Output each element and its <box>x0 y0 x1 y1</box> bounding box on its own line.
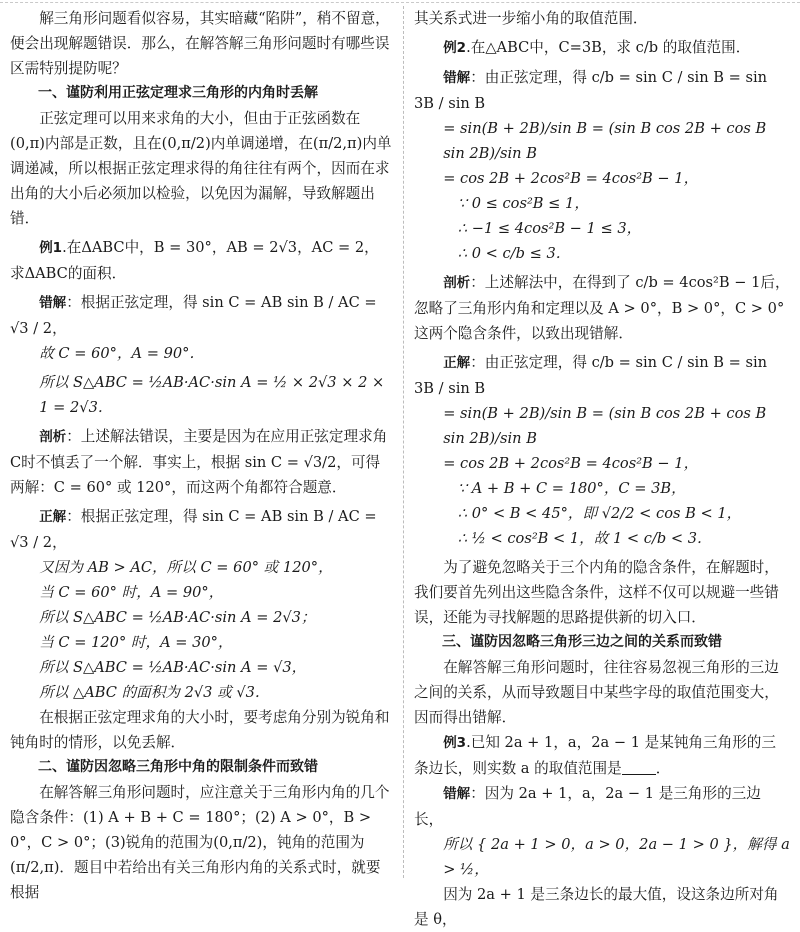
error3-label: 错解 <box>443 786 471 802</box>
summary1: 在根据正弦定理求角的大小时，要考虑角分别为锐角和钝角时的情形，以免丢解． <box>10 709 390 751</box>
analysis2: 剖析：上述解法中，在得到了 c/b = 4cos²B − 1后，忽略了三角形内角和定理以及 A > 0°，B > 0°，C > 0° 这两个隐含条件，以致出现错解． <box>414 274 790 342</box>
correct1-line-2: 又因为 AB > AC，所以 C = 60° 或 120°， <box>39 559 333 576</box>
correct2-line-1: 正解：由正弦定理，得 c/b = sin C / sin B = sin 3B / sin B <box>414 354 768 397</box>
example3-text: .已知 2a + 1，a，2a − 1 是某钝角三角形的三条边长，则实数 a 的取值范围是 <box>414 734 776 777</box>
error2-line-2: = sin(B + 2B)/sin B = (sin B cos 2B + cos B sin 2B)/sin B <box>443 120 767 162</box>
correct1-line-3: 当 C = 60° 时，A = 90°， <box>39 584 224 601</box>
column-divider <box>403 6 404 878</box>
correct1-line-4: 所以 S△ABC = ½AB·AC·sin A = 2√3； <box>39 609 316 626</box>
error1-label: 错解 <box>39 295 67 311</box>
example1 <box>10 235 393 286</box>
error2-line-5: ∴ −1 ≤ 4cos²B − 1 ≤ 3， <box>457 220 642 237</box>
correct1-line-7: 所以 △ABC 的面积为 2√3 或 √3． <box>39 684 270 701</box>
section3-heading: 三、谨防因忽略三角形三边之间的关系而致错 <box>442 634 722 650</box>
top-border <box>0 2 800 3</box>
error3-line-1: 错解：因为 2a + 1，a，2a − 1 是三角形的三边长， <box>414 785 761 828</box>
example2-label: 例2 <box>443 40 467 56</box>
analysis1: 剖析：上述解法错误，主要是因为在应用正弦定理求角C时不慎丢了一个解．事实上，根据 sin C = √3/2，可得两解：C = 60° 或 120°，而这两个角都符合题意． <box>10 428 388 496</box>
section2-heading: 二、谨防因忽略三角形中角的限制条件而致错 <box>38 759 318 775</box>
correct2-line-6: ∴ ½ < cos²B < 1，故 1 < c/b < 3． <box>457 530 712 547</box>
left-column <box>10 6 393 905</box>
analysis1-label: 剖析 <box>39 429 67 445</box>
correct1-line-5: 当 C = 120° 时，A = 30°， <box>39 634 233 651</box>
error2-line-6: ∴ 0 < c/b ≤ 3． <box>457 245 571 262</box>
error2-line-4: ∵ 0 ≤ cos²B ≤ 1， <box>457 195 589 212</box>
section3-paragraph: 在解答解三角形问题时，往往容易忽视三角形的三边之间的关系，从而导致题目中某些字母的取值范围变大，因而得出错解． <box>414 659 779 726</box>
error1-line-1: 错解：根据正弦定理，得 sin C = AB sin B / AC = √3 / 2， <box>10 294 377 337</box>
correct2-label: 正解 <box>443 355 471 371</box>
error3-line-2: 所以 { 2a + 1 > 0，a > 0，2a − 1 > 0 }，解得 a > ½， <box>443 836 790 878</box>
correct1-line-1: 正解：根据正弦定理，得 sin C = AB sin B / AC = √3 / 2， <box>10 508 377 551</box>
section1-paragraph: 正弦定理可以用来求角的大小，但由于正弦函数在(0,π)内部是正数，且在(0,π/2)内单调递增，在(π/2,π)内单调递减，所以根据正弦定理求得的角往往有两个，因而在求出角的大小后必须加以检验，以免因为漏解，导致解题出错． <box>10 110 392 227</box>
correct1-line-6: 所以 S△ABC = ½AB·AC·sin A = √3， <box>39 659 307 676</box>
intro-paragraph: 解三角形问题看似容易，其实暗藏“陷阱”，稍不留意，便会出现解题错误．那么，在解答解三角形问题时有哪些误区需特别提防呢？ <box>10 10 390 77</box>
error1-line-2: 故 C = 60°，A = 90°． <box>39 345 205 362</box>
correct2-line-3: = cos 2B + 2cos²B = 4cos²B − 1， <box>443 455 699 472</box>
correct2-line-2: = sin(B + 2B)/sin B = (sin B cos 2B + cos B sin 2B)/sin B <box>443 405 767 447</box>
correct2-line-5: ∴ 0° < B < 45°，即 √2/2 < cos B < 1， <box>457 505 742 522</box>
example3-label: 例3 <box>443 735 467 751</box>
example1-label: 例1 <box>39 240 63 256</box>
answer-blank <box>622 760 656 775</box>
error1-line-3: 所以 S△ABC = ½AB·AC·sin A = ½ × 2√3 × 2 × 1 = 2√3． <box>39 374 385 416</box>
correct1-label: 正解 <box>39 509 67 525</box>
right-column <box>414 6 790 932</box>
section1-heading: 一、谨防利用正弦定理求三角形的内角时丢解 <box>38 85 318 101</box>
summary2: 为了避免忽略关于三个内角的隐含条件，在解题时，我们要首先列出这些隐含条件，这样不仅可以规避一些错误，还能为寻找解题的思路提供新的切入口． <box>414 559 779 626</box>
correct2-line-4: ∵ A + B + C = 180°，C = 3B， <box>457 480 686 497</box>
continued-text: 其关系式进一步缩小角的取值范围． <box>414 10 648 27</box>
example3: 例3.已知 2a + 1，a，2a − 1 是某钝角三角形的三条边长，则实数 a 的取值范围是 ． <box>414 734 776 777</box>
example2 <box>414 35 790 61</box>
error2-label: 错解 <box>443 70 471 86</box>
example2-text: .在△ABC中，C=3B，求 c/b 的取值范围． <box>466 39 751 56</box>
example1-text: .在ΔABC中，B = 30°，AB = 2√3，AC = 2，求ΔABC的面积． <box>10 239 379 282</box>
analysis2-label: 剖析 <box>443 275 471 291</box>
error3-line-3: 因为 2a + 1 是三条边长的最大值，设这条边所对角是 θ， <box>414 886 779 928</box>
error2-line-3: = cos 2B + 2cos²B = 4cos²B − 1， <box>443 170 699 187</box>
section2-paragraph: 在解答解三角形问题时，应注意关于三角形内角的几个隐含条件：(1) A + B + C = 180°；(2) A > 0°，B > 0°，C > 0°；(3)锐角的范围为(0,π/2)，钝角的范围为(π/2,π)．题目中若给出有关三角形内角的关系式时，就要根据 <box>10 784 390 901</box>
error2-line-1: 错解：由正弦定理，得 c/b = sin C / sin B = sin 3B / sin B <box>414 69 768 112</box>
